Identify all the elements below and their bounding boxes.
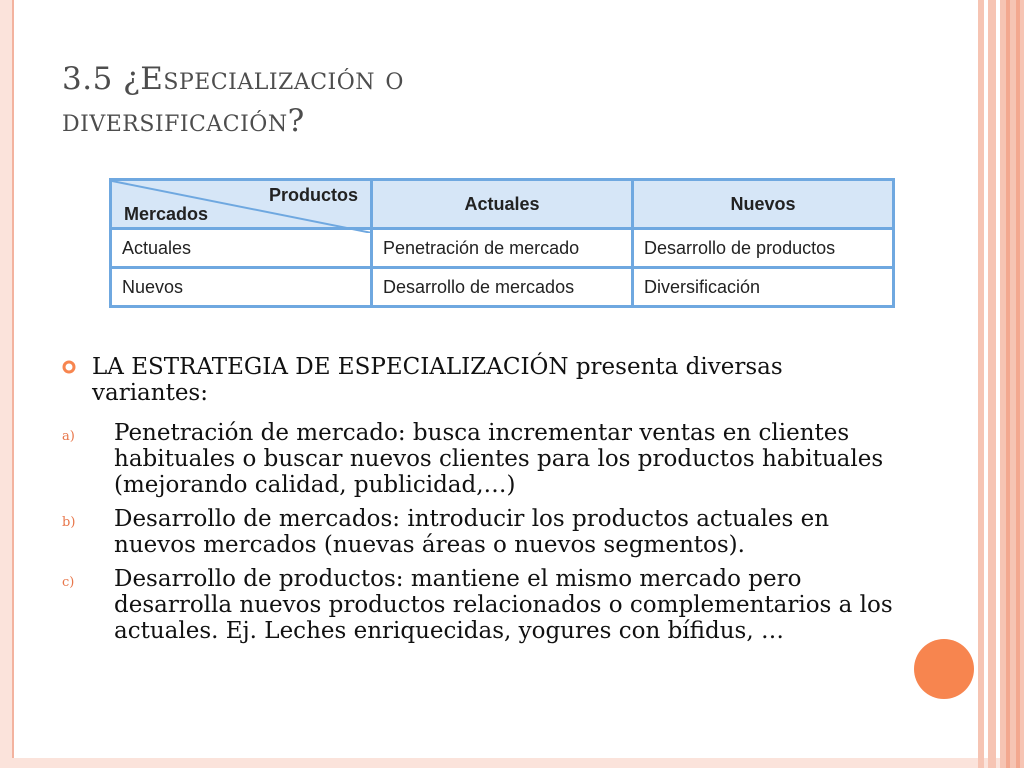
list-item [62, 420, 902, 498]
left-frame-line [12, 0, 14, 768]
table-cell: Penetración de mercado [372, 229, 633, 268]
table-row [111, 268, 894, 307]
right-stripe [1016, 0, 1020, 768]
orange-ring-bullet-icon [62, 360, 76, 374]
intro-text: LA ESTRATEGIA DE ESPECIALIZACIÓN presenta diversas variantes: [92, 354, 783, 406]
list-marker: b) [62, 515, 76, 530]
corner-label-products: Productos [268, 185, 358, 205]
right-stripe [978, 0, 984, 768]
right-stripe [988, 0, 996, 768]
table-cell: Diversificación [633, 268, 894, 307]
table-corner-cell [111, 180, 372, 229]
list-marker: a) [62, 429, 75, 444]
column-header: Nuevos [633, 180, 894, 229]
table-cell: Desarrollo de productos [633, 229, 894, 268]
intro-bullet [62, 354, 902, 406]
bottom-frame [0, 758, 1024, 768]
column-header: Actuales [372, 180, 633, 229]
list-item [62, 566, 902, 644]
row-header: Nuevos [111, 268, 372, 307]
list-marker: c) [62, 575, 75, 590]
corner-label-markets: Mercados [124, 204, 209, 224]
slide-title-line2: diversificación? [62, 103, 305, 139]
decorative-circle [914, 639, 974, 699]
list-item-text: Desarrollo de productos: mantiene el mismo mercado pero desarrolla nuevos productos relacionados o complementarios a los actuales. Ej. Leches enriquecidas, yogures con bífidus, … [114, 566, 893, 644]
right-stripe [1000, 0, 1024, 768]
table-row [111, 229, 894, 268]
slide-title [62, 58, 862, 142]
list-item [62, 506, 902, 558]
table-header-row [111, 180, 894, 229]
list-item-text: Penetración de mercado: busca incrementar ventas en clientes habituales o buscar nuevos clientes para los productos habituales (mejorando calidad, publicidad,…) [114, 420, 884, 498]
right-stripe [1006, 0, 1010, 768]
slide-title-line1: 3.5 ¿Especialización o [62, 61, 404, 97]
table-cell: Desarrollo de mercados [372, 268, 633, 307]
left-frame [0, 0, 12, 768]
slide-body [62, 354, 902, 652]
ansoff-matrix-table [109, 178, 895, 308]
list-item-text: Desarrollo de mercados: introducir los productos actuales en nuevos mercados (nuevas áreas o nuevos segmentos). [114, 506, 830, 558]
row-header: Actuales [111, 229, 372, 268]
